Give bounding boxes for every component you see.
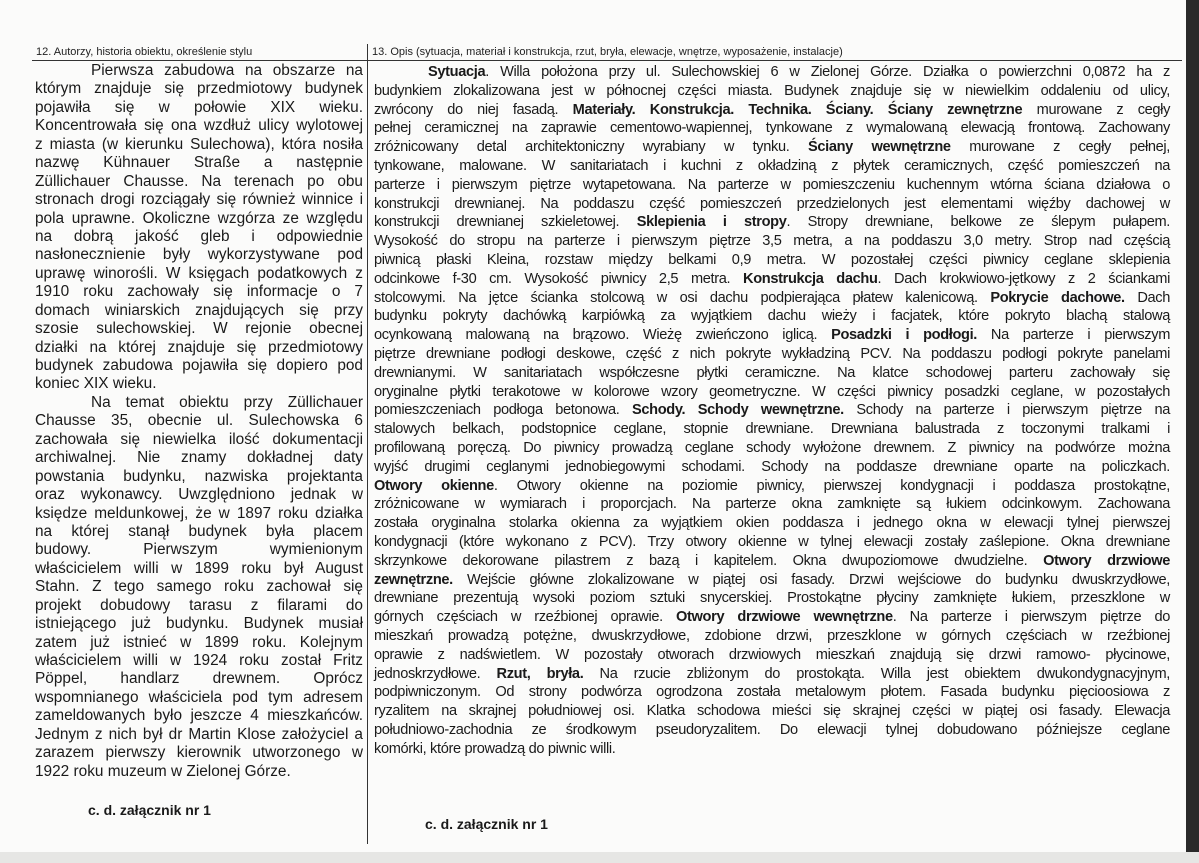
bold-heading: Materiały. Konstrukcja. Technika. Ściany. Ściany zewnętrzne [572,101,1023,118]
text-line: Na temat obiektu przy Züllichauer [91,393,363,411]
text-line: została oryginalna stolarka okienna za wyjątkiem okien poddasza i jednego okna w elewacji tylnej pierwszej [374,515,1170,532]
bold-heading: Sklepienia i stropy [636,214,787,231]
text-line: Sytuacja. Willa położona przy ul. Sulechowskiej 6 w Zielonej Górze. Działka o powierzchni 0,0872 ha z [428,64,1170,80]
text-line: pomieszczeniach podłoga betonowa. Schody. Schody wewnętrzne. Schody na parterze i pierwszym piętrze na [374,402,1170,419]
text-line: Otwory okienne. Otwory okienne na poziomie piwnicy, pierwszej kondygnacji i poddasza prostokątne, [374,477,1170,494]
text-line: drewniane prezentują wysoki poziom sztuki snycerskiej. Prostokątne płyciny zamknięte łukiem, przeszklone w [374,590,1170,607]
section-13-header: 13. Opis (sytuacja, materiał i konstrukcja, rzut, bryła, elewacje, wnętrze, wyposażenie, instalacje) [372,46,843,58]
text-line: kondygnacji (które wykonano z PCV). Trzy otwory okienne w tylnej elewacji zostały zaślepione. Okna drewniane [374,533,1170,550]
text-line: zachowała się niewielka ilość dokumentacji [35,430,363,448]
text-line: budowy. Pierwszym wymienionym [35,541,363,559]
history-text-column [35,62,363,781]
text-line: oraz wykonawcy. Uwzględniono jednak w [35,486,363,504]
text-line: archiwalnej. Nie znamy dokładnej daty [35,449,363,467]
text-line: nasłonecznienie były wykorzystywane pod [35,246,363,264]
text-line: Pierwsza zabudowa na obszarze na [91,62,363,79]
bold-heading: Otwory drzwiowe wewnętrzne [676,609,893,626]
column-divider [367,44,368,844]
text-line: Wysokość do stropu na parterze i pierwszym piętrze 3,5 metra, a na poddaszu 3,0 metry. Strop nad częścią [374,233,1170,250]
text-line: księdze meldunkowej, że w 1897 roku działka [35,504,363,522]
text-line: Jednym z nich był dr Martin Klose założyciel a [35,725,363,743]
text-line: Stahn. Z tego samego roku zachował się [35,578,363,596]
bold-heading: zewnętrzne. [374,571,453,588]
text-line: drewnianymi. W sanitariatach współczesne płytki ceramiczne. Na klatce schodowej parteru zachowały się [374,364,1170,381]
bold-heading: Pokrycie dachowe. [990,289,1125,306]
text-line: mieszkań prowadzą potężne, dwuskrzydłowe, zdobione drzwi, przeszklone w górnych częściach w rzeźbionej [374,627,1170,644]
section-12-header: 12. Autorzy, historia obiektu, określenie stylu [36,46,253,58]
text-line: zróżnicowane w wymiarach i proporcjach. Na parterze okna zamknięte są łukiem odcinkowym. Zachowana [374,496,1170,513]
text-line: pola uprawne. Okoliczne wzgórza ze względu [35,209,363,227]
text-line: konstrukcji drewnianej szkieletowej. Sklepienia i stropy. Stropy drewniane, belkowe ze ślepym pułapem. [374,214,1170,231]
text-line: zwrócony do niej fasadą. Materiały. Konstrukcja. Technika. Ściany. Ściany zewnętrzne murowane z cegły [374,101,1171,118]
text-line: ryzalitem na skrajnej południowej osi. Klatka schodowa mieści się skrajnej części w piątej osi fasady. Elewacja [374,703,1170,720]
text-line: skrzynkowe dekorowane pilastrem z bazą i kapitelem. Okna dwupoziomowe dwudzielne. Otwory drzwiowe [374,552,1170,569]
text-line: zewnętrzne. Wejście główne zlokalizowane w piątej osi fasady. Drzwi wejściowe do budynku dwuskrzydłowe, [374,571,1170,588]
text-line: odcinkowe f-30 cm. Wysokość piwnicy 2,5 metra. Konstrukcja dachu. Dach krokwiowo-jętkowy z 2 ściankami [374,270,1170,287]
text-line: Koncentrowała się ona wzdłuż ulicy wylotowej [35,117,363,135]
text-line: stolcowymi. Na jętce ścianka stolcową w osi dachu podpierająca płatew kalenicową. Pokrycie dachowe. Dach [374,289,1171,306]
text-line: ocynkowaną malowaną na brązowo. Wieżę zwieńczono iglicą. Posadzki i podłogi. Na parterze i pierwszym [374,327,1171,344]
text-line: uprawę winorośli. W księgach podatkowych z [35,264,363,282]
text-line: szosie sulechowskiej. W rejonie obecnej [35,320,363,338]
description-text-column [374,63,1170,758]
text-line: oryginalne płytki terakotowe w kolorowe wzory geometryczne. W części piwnicy posadzki ceglane, w pozostałych [374,383,1170,400]
bold-heading: Otwory drzwiowe [1043,552,1170,569]
text-line: którym znajduje się przedmiotowy budynek [35,80,363,98]
text-line: podpiwniczonym. Od strony podwórza ogrodzona została metalowym płotem. Fasada budynku pięcioosiowa z [374,684,1170,701]
text-line: nazwę Kühnauer Straße a następnie [35,154,363,172]
text-line: piętrze drewniane podłogi deskowe, część z nich pokryte wykładziną PCV. Na poddaszu podłogi pokryte panelami [374,345,1170,362]
text-line: parterze i pierwszym piętrze wytapetowana. Na parterze w pomieszczeniu kuchennym wtórna ściana działowa o [374,176,1170,193]
text-line: budynku pokryty dachówką karpiówką za wyjątkiem dachu wieży i facjatek, które pokryto blachą stalową [374,308,1170,325]
text-line: działki na której znajduje się przedmiotowy [35,338,363,356]
text-line: zatem już istnieć w 1899 roku. Kolejnym [35,633,363,651]
bold-heading: Konstrukcja dachu [743,270,878,287]
text-line: budynek zabudowa pojawiła się dopiero pod [35,357,363,374]
text-line: górnych częściach w rzeźbionej oprawie. Otwory drzwiowe wewnętrzne. Na parterze i pierwszym piętrze do [374,609,1170,626]
bold-heading: Sytuacja [428,64,486,80]
text-line: zameldowanych było jeszcze 4 mieszkańców. [35,707,363,725]
text-line: wspomnianego właściciela pod tym adresem [35,688,363,706]
bold-heading: Otwory okienne [374,477,494,494]
bold-heading: Posadzki i podłogi. [831,327,978,344]
text-line: jednoskrzydłowe. Rzut, bryła. Na rzucie zbliżonym do prostokąta. Willa jest obiektem dwukondygnacyjnym, [374,665,1170,682]
bold-heading: Rzut, bryła. [496,665,584,682]
text-line: 1922 roku muzeum w Zielonej Górze. [35,762,291,780]
text-line: istniejącego już budynku. Budynek musiał [35,615,363,633]
text-line: 1910 roku zachowały się informacje o 7 [35,283,363,301]
text-line: na której stanął budynek była placem [35,522,363,540]
text-line: konstrukcji drewnianej. Na poddaszu część pomieszczeń przedzielonych jest elementami więźby dachowej w [374,195,1170,212]
text-line: Pöppel, handlarz drewnem. Oprócz [35,670,363,688]
text-line: stronach drogi rozciągały się również winnice i [35,191,363,209]
text-line: oprawie z nadświetlem. W pozostały otworach drzwiowych mieszkań znajdują się drzwi ramowo- płycinowe, [374,646,1170,663]
text-line: budynkiem zlokalizowana jest w północnej części miasta. Budynek znajduje się w niewielkim oddaleniu od ulicy, [374,82,1170,99]
text-line: zarazem pierwszy kierownik utworzonego w [35,744,363,762]
text-line: wyjść drugimi ceglanymi jednobiegowymi schodami. Schody na poddasze drewniane oparte na policzkach. [374,458,1170,475]
header-divider [32,60,1182,61]
scan-edge-right [1186,0,1199,863]
text-line: piwnicą płaski Kleina, rozstaw między belkami 0,9 metra. W pozostałej części piwnicy ceglane sklepienia [374,251,1170,268]
continuation-note-left: c. d. załącznik nr 1 [88,802,211,818]
text-line: powstania budynku, nazwiska projektanta [35,467,363,485]
text-line: koniec XIX wieku. [35,375,157,393]
text-line: stalowych belkach, podstopnice ceglane, stopnie drewniane. Drewniana balustrada z toczonymi tralkami i [374,421,1170,438]
bold-heading: Ściany wewnętrzne [807,139,951,156]
text-line: tynkowane, malowane. W sanitariatach i kuchni z okładziną z płytek ceramicznych, część pomieszczeń na [374,157,1170,174]
text-line: profilowaną poręczą. Do piwnicy prowadzą ceglane schody wyłożone drewnem. Z piwnicy na podwórze można [374,439,1170,456]
text-line: projekt dobudowy tarasu z filarami do [35,596,363,614]
text-line: na dobrą jakość gleb i odpowiednie [35,227,363,245]
text-line: właścicielem willi w 1924 roku został Fritz [35,652,363,669]
bold-heading: Schody. Schody wewnętrzne. [632,402,844,419]
text-line: z miasta (w kierunku Sulechowa), która nosiła [35,135,363,153]
text-line: pojawiła się w połowie XIX wieku. [35,98,363,116]
continuation-note-right: c. d. załącznik nr 1 [425,816,548,832]
text-line: domach winiarskich znajdujących się przy [35,301,363,319]
text-line: Chausse 35, obecnie ul. Sulechowska 6 [35,412,363,430]
text-line: komórki, które prowadzą do piwnic willi. [374,740,616,757]
scan-edge-bottom [0,852,1199,863]
text-line: pełnej ceramicznej na zaprawie cementowo-wapiennej, tynkowane z wymalowaną elewacją frontową. Zachowany [374,120,1170,137]
text-line: zróżnicowany detal architektoniczny wyrabiany w tynku. Ściany wewnętrzne murowane z cegły pełnej, [374,139,1171,156]
text-line: Züllichauer Chausse. Na terenach po obu [35,172,363,190]
text-line: właścicielem willi w 1899 roku był August [35,559,363,577]
text-line: południowo-zachodnia ze środkowym pseudoryzalitem. Do elewacji tylnej dobudowano późniejsze ceglane [374,721,1170,738]
